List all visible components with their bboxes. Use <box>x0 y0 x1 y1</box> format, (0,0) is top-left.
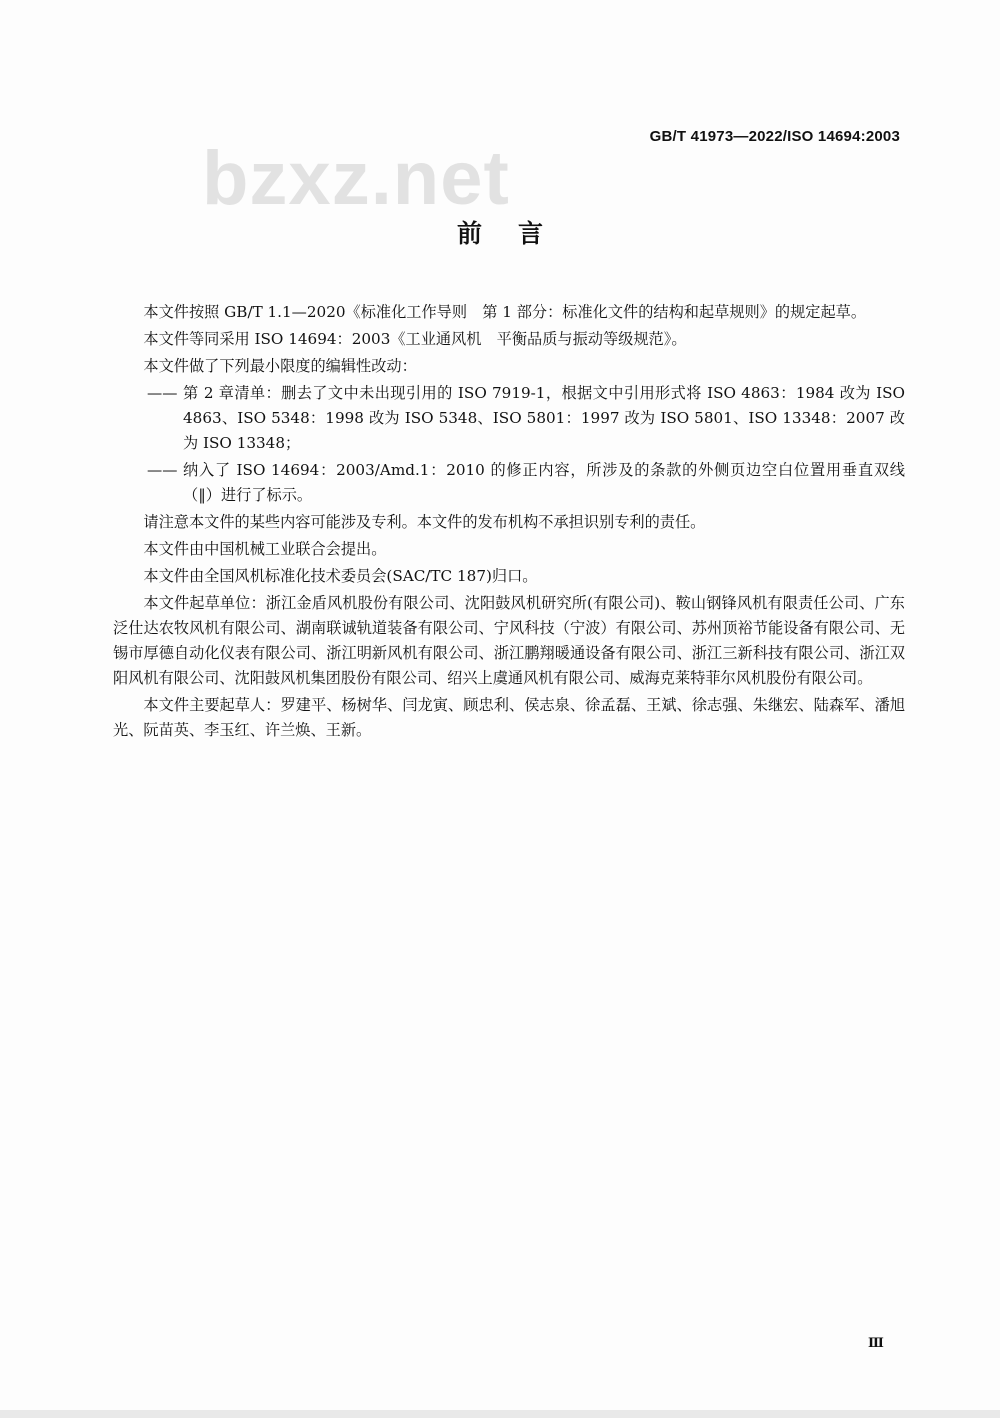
list-item-text: 纳入了 ISO 14694：2003/Amd.1：2010 的修正内容，所涉及的条款的外侧页边空白位置用垂直双线（‖）进行了标示。 <box>183 461 905 504</box>
paragraph-drafting-units: 本文件起草单位：浙江金盾风机股份有限公司、沈阳鼓风机研究所(有限公司)、鞍山钢锋风机有限责任公司、广东泛仕达农牧风机有限公司、湖南联诚轨道装备有限公司、宁风科技（宁波）有限公司、苏州顶裕节能设备有限公司、无锡市厚德自动化仪表有限公司、浙江明新风机有限公司、浙江鹏翔暖通设备有限公司、浙江三新科技有限公司、浙江双阳风机有限公司、沈阳鼓风机集团股份有限公司、绍兴上虞通风机有限公司、威海克莱特菲尔风机股份有限公司。 <box>113 594 905 687</box>
dash-marker: —— <box>147 461 178 479</box>
list-item <box>113 381 905 456</box>
paragraph-adoption: 本文件等同采用 ISO 14694：2003《工业通风机 平衡品质与振动等级规范》。 <box>143 330 687 348</box>
dash-marker: —— <box>147 384 178 402</box>
foreword-body <box>113 300 905 745</box>
document-code: GB/T 41973—2022/ISO 14694:2003 <box>649 128 900 145</box>
page-title: 前言 <box>456 219 579 248</box>
paragraph-proposer: 本文件由中国机械工业联合会提出。 <box>143 540 387 558</box>
list-item-text: 第 2 章清单：删去了文中未出现引用的 ISO 7919-1，根据文中引用形式将 ISO 4863：1984 改为 ISO 4863、ISO 5348：1998 改为 ISO 5348、ISO 5801：1997 改为 ISO 5801、ISO 13348：2007 改为 ISO 13348； <box>183 384 905 452</box>
paragraph-drafters: 本文件主要起草人：罗建平、杨树华、闫龙寅、顾忠利、侯志泉、徐孟磊、王斌、徐志强、朱继宏、陆森军、潘旭光、阮苗英、李玉红、许兰焕、王新。 <box>113 696 905 739</box>
list-item <box>113 458 905 508</box>
watermark: bzxz.net <box>202 136 510 221</box>
page-number: Ⅲ <box>868 1336 884 1351</box>
paragraph-editorial-changes: 本文件做了下列最小限度的编辑性改动： <box>143 357 417 375</box>
paragraph-committee: 本文件由全国风机标准化技术委员会(SAC/TC 187)归口。 <box>143 567 538 585</box>
paragraph-patent-notice: 请注意本文件的某些内容可能涉及专利。本文件的发布机构不承担识别专利的责任。 <box>143 513 706 531</box>
paragraph-drafting-rules: 本文件按照 GB/T 1.1—2020《标准化工作导则 第 1 部分：标准化文件的结构和起草规则》的规定起草。 <box>143 303 867 321</box>
